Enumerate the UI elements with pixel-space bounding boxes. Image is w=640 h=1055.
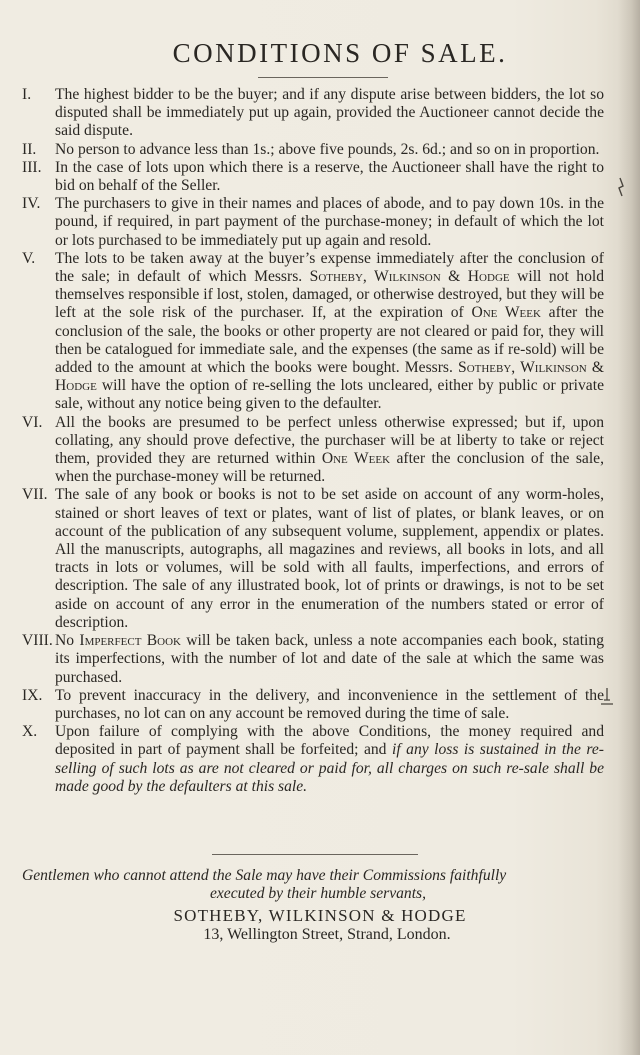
condition-text: Upon failure of complying with the above Conditions, the money required and deposited in part of payment shall be forfeited; and [55,723,604,759]
commissions-line-1: Gentlemen who cannot attend the Sale may have their Commissions faithfully [22,867,507,884]
condition-8 [22,632,604,687]
condition-number: II. [22,140,37,158]
condition-italic-text: if any loss is sustained in the re-selling of such lots as are not cleared or paid for, all charges on such re-sale shall be made good by the defaulters at this sale. [55,741,604,795]
condition-text: after the conclusion of the sale, the books or other property are not cleared or paid for, they will then be catalogued for immediate sale, and the expenses (the same as if re-sold) will be added to the amount at which the books were bought. Messrs. [55,304,604,377]
condition-number: VII. [22,486,48,504]
page-edge-shadow [618,0,640,1055]
condition-text: To prevent inaccuracy in the delivery, and inconvenience in the settlement of the purchases, no lot can on any account be removed during the time of sale. [55,686,604,722]
condition-number: IV. [22,195,41,213]
condition-2 [22,141,604,159]
condition-number: X. [22,723,38,741]
condition-text: The sale of any book or books is not to be set aside on account of any worm-holes, stained or short leaves of text or plates, want of list of plates, or blank leaves, or on account of the publication of any subsequent volume, supplement, appendix or plates. All the manuscripts, autographs, all magazines and reviews, all books in lots, and all tracts in lots or volumes, will be sold with all faults, imperfections, and errors of description. The sale of any illustrated book, lot of prints or drawings, is not to be set aside on account of any error in the enumeration of the numbers stated or error of description. [55,486,604,631]
condition-text: will have the option of re-selling the lots uncleared, either by public or private sale, without any notice being given to the defaulter. [55,377,604,413]
page-title: CONDITIONS OF SALE. [172,38,508,68]
firm-name: Sotheby, Wilkinson & Hodge [309,268,510,286]
condition-text: In the case of lots upon which there is a reserve, the Auctioneer shall have the right to bid on behalf of the Seller. [55,158,604,195]
condition-text: No person to advance less than 1s.; above five pounds, 2s. 6d.; and so on in proportion. [55,140,600,158]
condition-5 [22,250,604,414]
commissions-line-2: executed by their humble servants, [209,885,427,903]
condition-number: VIII. [22,632,53,650]
condition-3 [22,159,604,195]
firm-address: 13, Wellington Street, Strand, London. [203,926,451,943]
condition-text: The purchasers to give in their names and places of abode, and to pay down 10s. in the pound, if required, in part payment of the purchase-money; in default of which the lot or lots purchased to be immediately put up again and resold. [55,195,604,249]
firm-name-footer: SOTHEBY, WILKINSON & HODGE [173,906,467,925]
condition-4 [22,195,604,250]
conditions-list [22,86,604,796]
condition-number: V. [22,249,36,267]
condition-number: III. [22,158,42,176]
one-week: One Week [321,450,391,468]
firm-name: Sotheby, Wilkinson & Hodge [55,359,604,395]
condition-text: All the books are presumed to be perfect unless otherwise expressed; but if, upon collating, any should prove defective, the purchaser will be at liberty to take or reject them, provided they are returned within [55,413,604,468]
condition-text: The lots to be taken away at the buyer’s expense immediately after the conclusion of the sale; in default of which Messrs. [55,249,604,286]
condition-7 [22,486,604,632]
section-rule [212,854,418,855]
commissions-note [22,867,604,903]
one-week: One Week [471,304,541,322]
condition-1 [22,86,604,141]
condition-9 [22,687,604,723]
imperfect-book: Imperfect Book [79,632,181,650]
condition-text: will be taken back, unless a note accompanies each book, stating its imperfections, with the number of lot and date of the sale at which the same was purchased. [55,632,604,686]
condition-number: I. [22,86,32,103]
condition-10 [22,723,604,796]
condition-text: after the conclusion of the sale, when the purchase-money will be returned. [55,450,604,486]
condition-6 [22,414,604,487]
condition-number: VI. [22,413,43,431]
condition-text: will not hold themselves responsible if lost, stolen, damaged, or otherwise destroyed, but they will be left at the sole risk of the purchaser. If, at the expiration of [55,268,604,322]
foxing-mark-icon [614,176,628,198]
condition-number: IX. [22,686,43,704]
title-rule [258,77,388,78]
foxing-mark-icon [598,686,616,708]
condition-text: The highest bidder to be the buyer; and if any dispute arise between bidders, the lot so disputed shall be immediately put up again, provided the Auctioneer cannot decide the said dispute. [55,86,604,140]
condition-text: No [55,632,80,650]
